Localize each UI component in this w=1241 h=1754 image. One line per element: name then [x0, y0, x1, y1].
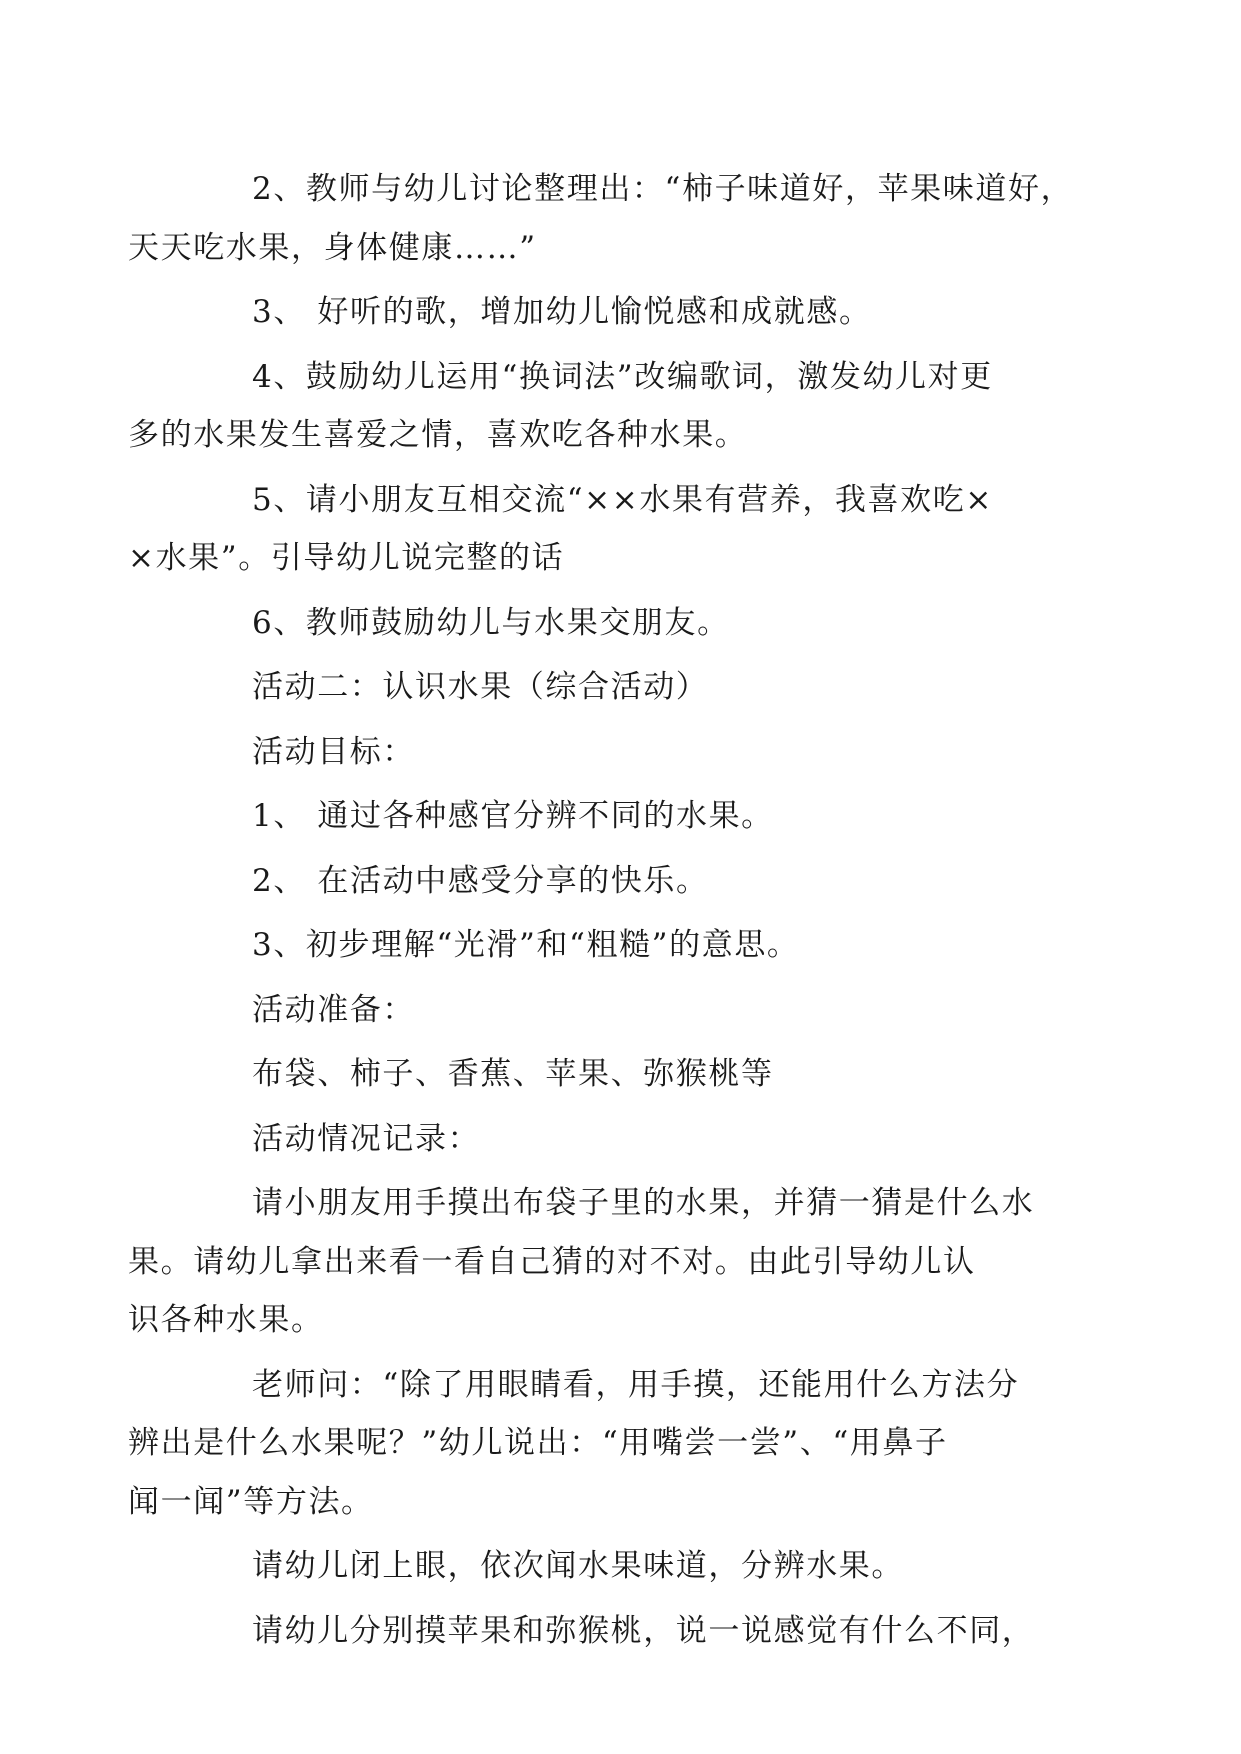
text-line: 6、教师鼓励幼儿与水果交朋友。 — [252, 604, 730, 641]
paragraph — [128, 160, 1074, 277]
subheading — [190, 723, 1060, 782]
document-body — [128, 160, 1074, 1666]
text-line: 请幼儿闭上眼，依次闻水果味道，分辨水果。 — [252, 1548, 904, 1584]
text-line: 5、请小朋友互相交流“××水果有营养，我喜欢吃× — [252, 481, 993, 518]
text-line: 天天吃水果，身体健康……” — [128, 229, 537, 266]
text-line: 2、 在活动中感受分享的快乐。 — [252, 862, 709, 899]
paragraph — [128, 1356, 1060, 1532]
text-line: 辨出是什么水果呢？”幼儿说出：“用嘴尝一尝”、“用鼻子 — [128, 1425, 948, 1461]
text-line: 多的水果发生喜爱之情，喜欢吃各种水果。 — [128, 417, 748, 453]
text-line: 活动情况记录： — [252, 1120, 481, 1157]
subheading — [190, 981, 1060, 1040]
text-line: 果。请幼儿拿出来看一看自己猜的对不对。由此引导幼儿认 — [128, 1243, 976, 1280]
list-item — [190, 916, 1060, 975]
paragraph — [128, 471, 1060, 588]
paragraph — [190, 1537, 1060, 1596]
text-line: 3、初步理解“光滑”和“粗糙”的意思。 — [252, 927, 800, 963]
text-line: 活动目标： — [252, 733, 415, 770]
paragraph — [190, 1045, 1060, 1104]
paragraph — [190, 283, 1060, 342]
text-line: 2、教师与幼儿讨论整理出：“柿子味道好，苹果味道好， — [252, 171, 1074, 207]
text-line: 3、 好听的歌，增加幼儿愉悦感和成就感。 — [252, 294, 872, 330]
list-item — [190, 852, 1060, 911]
text-line: 请幼儿分别摸苹果和弥猴桃，说一说感觉有什么不同， — [252, 1612, 1035, 1649]
paragraph — [128, 348, 1060, 465]
list-item — [190, 787, 1060, 846]
paragraph — [128, 1174, 1060, 1350]
text-line: 1、 通过各种感官分辨不同的水果。 — [252, 798, 774, 834]
section-heading — [190, 658, 1060, 717]
subheading — [190, 1110, 1060, 1169]
text-line: 闻一闻”等方法。 — [128, 1483, 374, 1520]
text-line: 布袋、柿子、香蕉、苹果、弥猴桃等 — [252, 1056, 774, 1092]
text-line: 请小朋友用手摸出布袋子里的水果，并猜一猜是什么水 — [252, 1185, 1035, 1221]
text-line: ×水果”。引导幼儿说完整的话 — [128, 540, 565, 576]
text-line: 活动准备： — [252, 991, 415, 1028]
text-line: 活动二：认识水果（综合活动） — [252, 669, 709, 705]
text-line: 4、鼓励幼儿运用“换词法”改编歌词，激发幼儿对更 — [252, 358, 993, 395]
paragraph — [190, 594, 1060, 653]
paragraph — [190, 1602, 1060, 1661]
text-line: 识各种水果。 — [128, 1302, 324, 1338]
text-line: 老师问：“除了用眼睛看，用手摸，还能用什么方法分 — [252, 1366, 1020, 1403]
